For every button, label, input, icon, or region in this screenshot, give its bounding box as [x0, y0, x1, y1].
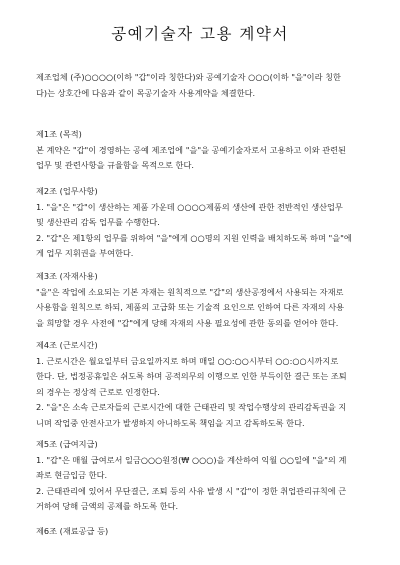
- article-4: [36, 338, 366, 431]
- intro-line: 다)는 상호간에 다음과 같이 목공기술자 사용계약을 체결한다.: [36, 87, 256, 98]
- article-heading: 제3조 (자재사용): [36, 271, 98, 281]
- article-2: [36, 184, 366, 262]
- article-line: 좌로 현금입금 한다.: [36, 470, 108, 480]
- article-line: 본 계약은 "갑"이 경영하는 공예 제조업에 "을"을 공예기술자로서 고용하고 이와 관련된: [36, 144, 347, 155]
- article-line: 니며 작업중 안전사고가 발생하지 아니하도록 책임을 지고 감독하도록 한다.: [36, 417, 305, 428]
- article-line: 거하여 당해 금액의 공제를 하도록 한다.: [36, 501, 179, 511]
- article-3: [36, 269, 366, 331]
- article-line: 2. "을"은 소속 근로자들의 근로시간에 대한 근태관리 및 작업수행상의 관리감독권을 지: [36, 402, 347, 412]
- article-line: "을"은 작업에 소요되는 기본 자재는 원칙적으로 "갑"의 생산공정에서 사용되는 자재로: [36, 286, 344, 297]
- article-line: 을 희망할 경우 사전에 "갑"에게 당해 자재의 사용 필요성에 관한 동의를 얻어야 한다.: [36, 317, 339, 328]
- article-line: 2. "갑"은 제1항의 업무를 위하여 "을"에게 ○○명의 지원 인력을 배치하도록 하며 "을"에: [36, 232, 352, 243]
- article-heading: 제1조 (목적): [36, 129, 82, 139]
- article-line: 한다. 단, 법정공휴일은 쉬도록 하며 공적의무의 이행으로 인한 부득이한 결근 또는 조퇴: [36, 371, 347, 381]
- article-line: 1. 근로시간은 월요일부터 금요일까지로 하며 매일 ○○:○○시부터 ○○:○○시까지로: [36, 355, 339, 366]
- article-line: 게 업무 지휘권을 부여한다.: [36, 248, 134, 258]
- article-6: [36, 524, 366, 540]
- article-line: 업무 및 관련사항을 규율함을 목적으로 한다.: [36, 160, 194, 170]
- article-line: 1. "을"은 "갑"이 생산하는 제품 가운데 ○○○○제품의 생산에 관한 전반적인 생산업무: [36, 201, 343, 212]
- article-5: [36, 437, 366, 515]
- intro-line: 제조업체 (주)○○○○(이하 "갑"이라 칭한다)와 공예기술자 ○○○(이하 "을"이라 칭한: [36, 72, 341, 82]
- article-heading: 제6조 (재료공급 등): [36, 526, 109, 536]
- article-line: 1. "갑"은 매월 급여로서 일금○○○원정(₩ ○○○)을 계산하여 익월 ○○일에 "을"의 계: [36, 454, 347, 465]
- article-heading: 제4조 (근로시간): [36, 340, 98, 350]
- article-1: [36, 127, 366, 174]
- article-line: 사용함을 원칙으로 하되, 제품의 고급화 또는 기술적 요인으로 인하여 다른 자재의 사용: [36, 302, 345, 312]
- article-heading: 제5조 (급여지급): [36, 439, 98, 449]
- intro-paragraph: [36, 70, 366, 101]
- article-line: 2. 근태관리에 있어서 무단결근, 조퇴 등의 사유 발생 시 "갑"이 정한 취업관리규칙에 근: [36, 485, 347, 496]
- document-title: 공예기술자 고용 계약서: [111, 25, 289, 43]
- article-line: 및 생산관리 감독 업무를 수행한다.: [36, 217, 160, 227]
- article-line: 의 경우는 정상적 근로로 인정한다.: [36, 386, 160, 397]
- article-heading: 제2조 (업무사항): [36, 186, 98, 196]
